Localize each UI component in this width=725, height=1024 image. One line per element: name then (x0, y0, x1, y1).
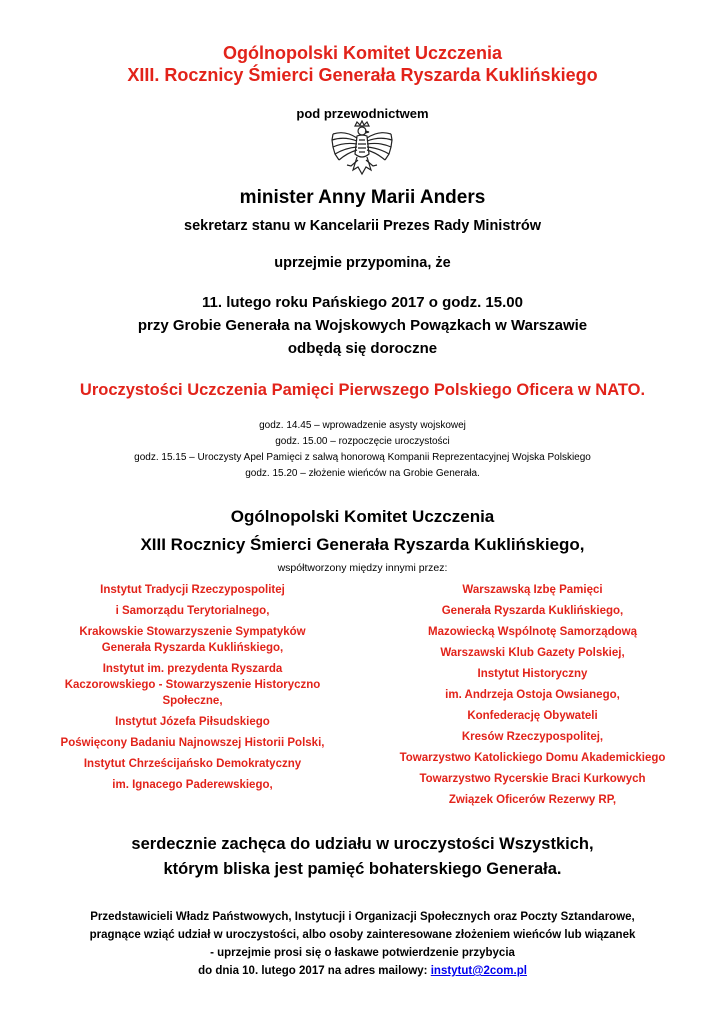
patron-name: minister Anny Marii Anders (239, 187, 486, 208)
organization-item: Warszawski Klub Gazety Polskiej, (440, 647, 625, 659)
polish-eagle-emblem-icon (327, 120, 397, 184)
event-annual: odbędą się doroczne (287, 340, 438, 357)
organization-item (40, 659, 345, 712)
footer-line4 (0, 962, 725, 980)
organizations-right-column (380, 580, 685, 811)
footer-note (0, 908, 725, 980)
organization-line: Społeczne, (162, 695, 223, 707)
email-link[interactable]: instytut@2com.pl (430, 965, 527, 977)
organization-item: Instytut Tradycji Rzeczypospolitej (100, 584, 285, 596)
header-title (0, 42, 725, 86)
event-place: przy Grobie Generała na Wojskowych Powązkach w Warszawie (137, 317, 588, 334)
organizations-left-column (40, 580, 345, 796)
event-details (0, 291, 725, 360)
header-title-line2: XIII. Rocznicy Śmierci Generała Ryszarda Kuklińskiego (127, 65, 598, 85)
organization-item: Generała Ryszarda Kuklińskiego, (441, 605, 624, 617)
organization-item: im. Andrzeja Ostoja Owsianego, (445, 689, 620, 701)
footer-line3: - uprzejmie prosi się o łaskawe potwierdzenie przybycia (210, 947, 515, 959)
event-name: Uroczystości Uczczenia Pamięci Pierwszego Polskiego Oficera w NATO. (79, 381, 646, 399)
organization-item: Mazowiecką Wspólnotę Samorządową (428, 626, 637, 638)
patronage-label: pod przewodnictwem (296, 106, 429, 121)
organization-item: Instytut Chrześcijańsko Demokratyczny (83, 758, 302, 770)
organization-item: Towarzystwo Rycerskie Braci Kurkowych (419, 773, 646, 785)
header-title-line1: Ogólnopolski Komitet Uczczenia (222, 43, 503, 63)
organization-line: Krakowskie Stowarzyszenie Sympatyków (79, 626, 306, 638)
committee-title (0, 503, 725, 559)
organization-item: Towarzystwo Katolickiego Domu Akademickiego (399, 752, 666, 764)
invitation-text (0, 832, 725, 882)
organization-item: Poświęcony Badaniu Najnowszej Historii Polski, (60, 737, 325, 749)
reminder-text: uprzejmie przypomina, że (274, 255, 451, 271)
organization-item: i Samorządu Terytorialnego, (115, 605, 270, 617)
organization-line: Kaczorowskiego - Stowarzyszenie Historyczno (64, 679, 321, 691)
schedule-item: godz. 15.20 – złożenie wieńców na Grobie Generała. (245, 468, 480, 479)
organization-item: Warszawską Izbę Pamięci (462, 584, 603, 596)
footer-line1: Przedstawicieli Władz Państwowych, Instytucji i Organizacji Społecznych oraz Poczty Sztandarowe, (90, 911, 635, 923)
invitation-line2: którym bliska jest pamięć bohaterskiego Generała. (163, 860, 562, 878)
organization-item: im. Ignacego Paderewskiego, (112, 779, 273, 791)
organization-item: Kresów Rzeczypospolitej, (461, 731, 604, 743)
footer-line2: pragnące wziąć udział w uroczystości, albo osoby zainteresowane złożeniem wieńców lub wiązanek (89, 929, 636, 941)
organization-item: Instytut Józefa Piłsudskiego (115, 716, 270, 728)
schedule-item: godz. 14.45 – wprowadzenie asysty wojskowej (259, 420, 466, 431)
organization-line: Instytut im. prezydenta Ryszarda (102, 663, 283, 675)
schedule-item: godz. 15.00 – rozpoczęcie uroczystości (275, 436, 450, 447)
invitation-line1: serdecznie zachęca do udziału w uroczystości Wszystkich, (131, 835, 594, 853)
schedule-list (0, 418, 725, 482)
event-date: 11. lutego roku Pańskiego 2017 o godz. 15.00 (202, 294, 523, 311)
organization-item: Związek Oficerów Rezerwy RP, (448, 794, 617, 806)
schedule-item: godz. 15.15 – Uroczysty Apel Pamięci z salwą honorową Kompanii Reprezentacyjnej Wojska Polskiego (134, 452, 591, 463)
organization-item: Instytut Historyczny (477, 668, 588, 680)
patron-role: sekretarz stanu w Kancelarii Prezes Rady Ministrów (184, 218, 541, 234)
organization-item (40, 622, 345, 659)
cocreated-label: współtworzony między innymi przez: (277, 562, 448, 574)
committee-line1: Ogólnopolski Komitet Uczczenia (230, 507, 495, 526)
organization-item: Konfederację Obywateli (467, 710, 598, 722)
organization-line: Generała Ryszarda Kuklińskiego, (101, 642, 284, 654)
committee-line2: XIII Rocznicy Śmierci Generała Ryszarda Kuklińskiego, (140, 535, 585, 554)
footer-line4-prefix: do dnia 10. lutego 2017 na adres mailowy: (198, 965, 431, 977)
